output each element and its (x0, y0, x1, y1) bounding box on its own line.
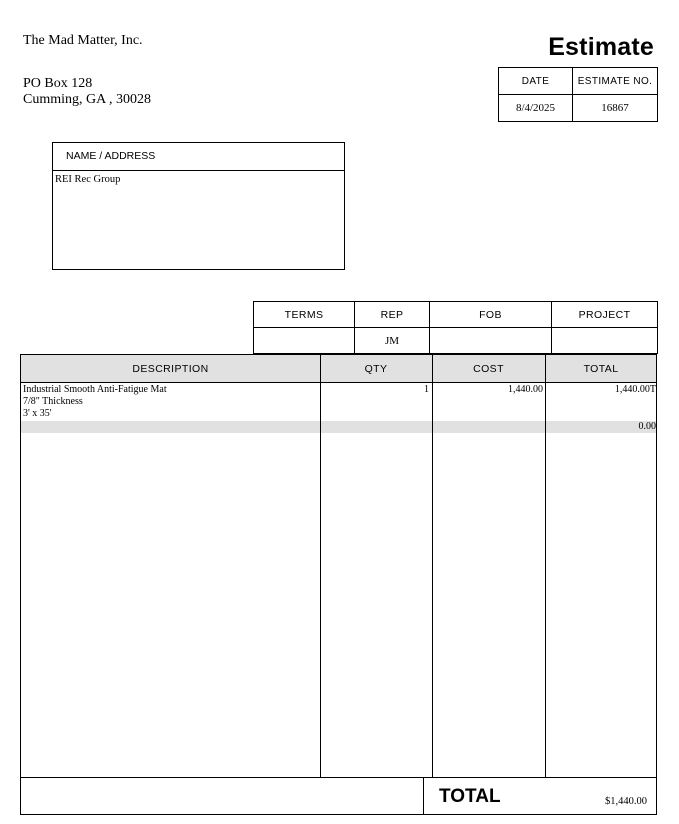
line-item-row (21, 421, 656, 433)
item-total: 1,440.00T (614, 384, 656, 395)
column-divider (320, 355, 321, 777)
fob-value (430, 328, 552, 354)
line-items-header (21, 355, 656, 383)
item-description-line: 3' x 35' (23, 408, 52, 419)
estimate-no-label: ESTIMATE NO. (573, 68, 658, 95)
document-title: Estimate (548, 33, 654, 61)
item-total: 0.00 (638, 421, 656, 432)
total-value: $1,440.00 (605, 796, 647, 807)
total-label: TOTAL (439, 786, 501, 807)
estimate-meta-table (498, 67, 658, 122)
customer-name: REI Rec Group (55, 174, 121, 185)
item-qty: 1 (424, 384, 429, 395)
column-divider (545, 355, 546, 777)
line-items-table (20, 354, 657, 778)
project-label: PROJECT (552, 302, 658, 328)
terms-value (254, 328, 355, 354)
estimate-no-value: 16867 (573, 95, 658, 122)
name-address-label: NAME / ADDRESS (53, 143, 344, 171)
item-description-line: Industrial Smooth Anti-Fatigue Mat (23, 384, 167, 395)
column-divider (432, 355, 433, 777)
line-item-row (21, 384, 656, 421)
terms-label: TERMS (254, 302, 355, 328)
cost-header: COST (473, 363, 504, 375)
fob-label: FOB (430, 302, 552, 328)
description-header: DESCRIPTION (132, 363, 209, 375)
qty-header: QTY (364, 363, 388, 375)
total-header: TOTAL (583, 363, 619, 375)
total-divider (423, 778, 424, 814)
company-address-line1: PO Box 128 (23, 76, 93, 91)
company-address-line2: Cumming, GA , 30028 (23, 92, 151, 107)
item-description-line: 7/8" Thickness (23, 396, 83, 407)
total-footer (20, 778, 657, 815)
rep-value: JM (355, 328, 430, 354)
project-value (552, 328, 658, 354)
company-name: The Mad Matter, Inc. (23, 33, 143, 48)
date-label: DATE (499, 68, 573, 95)
terms-table (253, 301, 658, 354)
item-cost: 1,440.00 (508, 384, 543, 395)
name-address-box (52, 142, 345, 270)
item-description (23, 384, 318, 420)
date-value: 8/4/2025 (499, 95, 573, 122)
rep-label: REP (355, 302, 430, 328)
